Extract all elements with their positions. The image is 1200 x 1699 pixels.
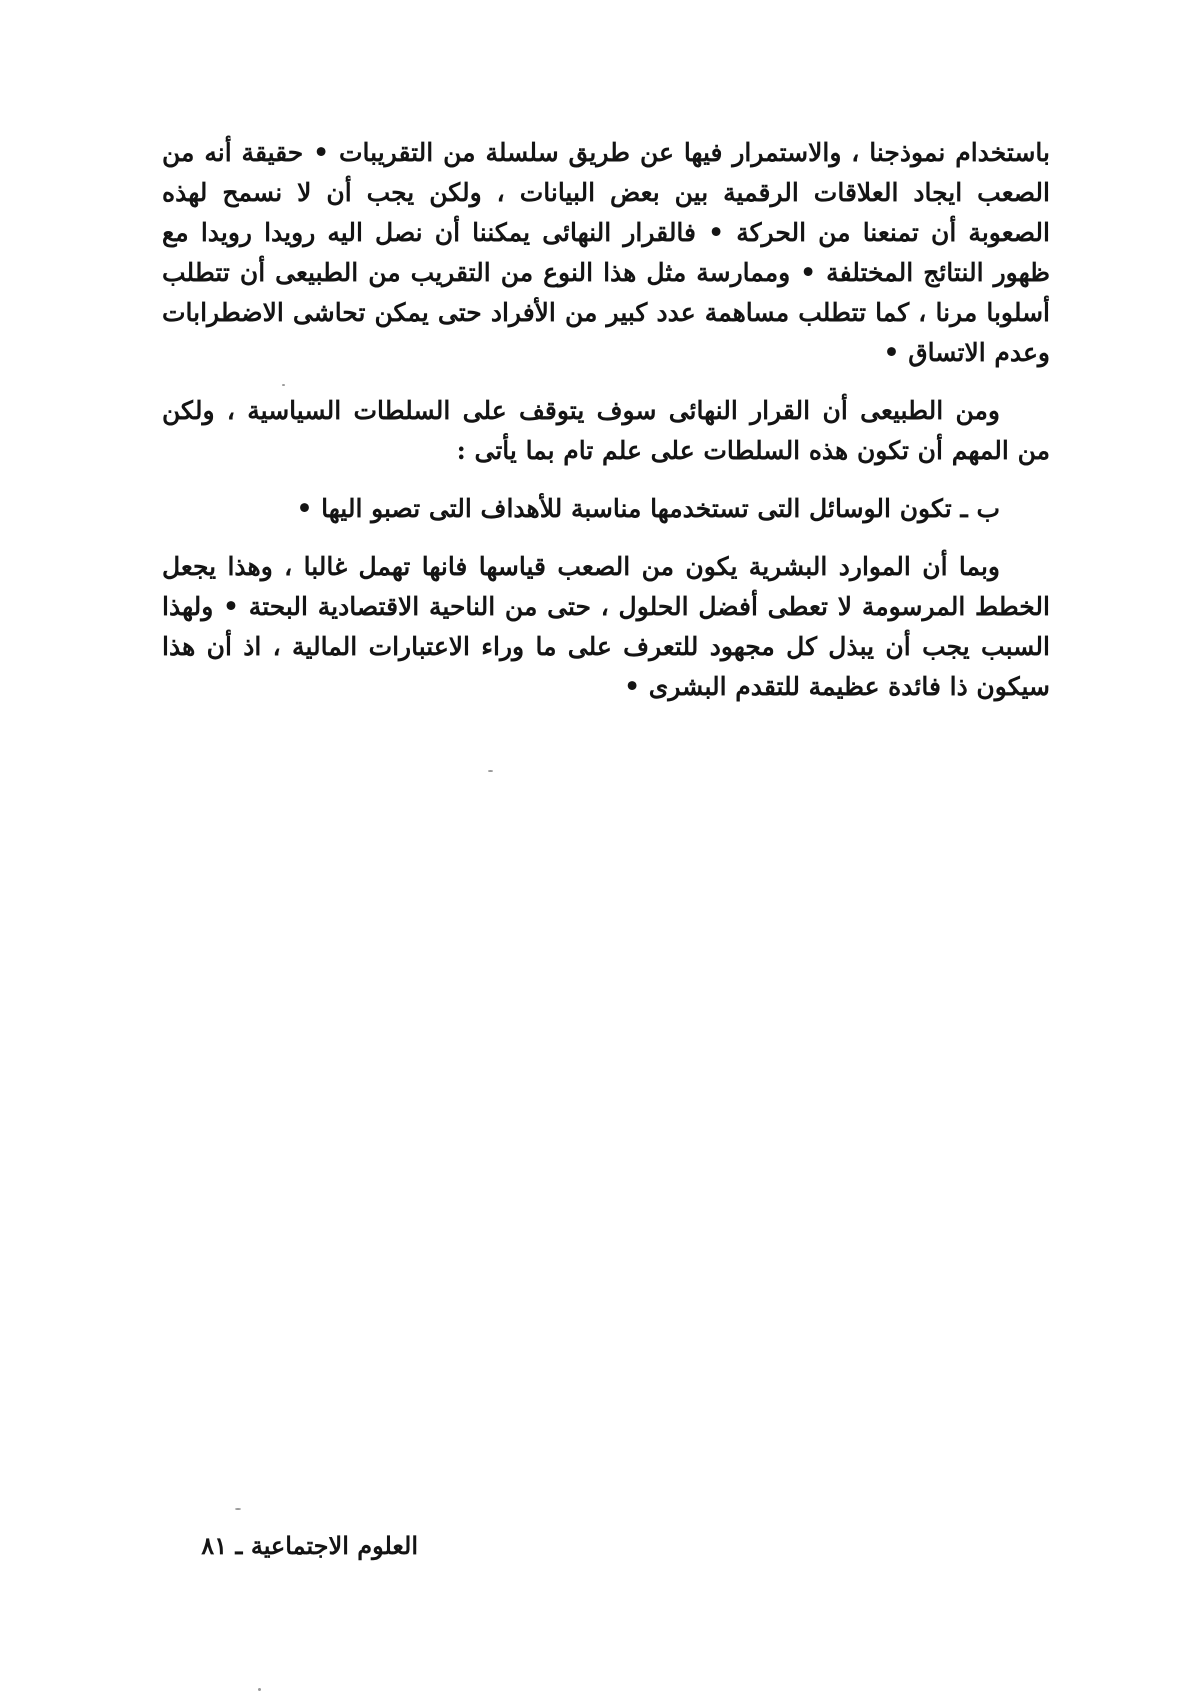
scan-speck bbox=[258, 1688, 261, 1691]
scan-speck bbox=[235, 1508, 241, 1510]
paragraph-3: وبما أن الموارد البشرية يكون من الصعب قياسها فانها تهمل غالبا ، وهذا يجعل الخطط المرسومة لا تعطى أفضل الحلول ، حتى من الناحية الاقتصادية البحتة • ولهذا السبب يجب أن يبذل كل مجهود للتعرف على ما وراء الاعتبارات المالية ، اذ أن هذا سيكون ذا فائدة عظيمة للتقدم البشرى • bbox=[162, 552, 1050, 701]
scan-speck bbox=[282, 384, 285, 386]
list-item-b: ب ـ تكون الوسائل التى تستخدمها مناسبة للأهداف التى تصبو اليها • bbox=[296, 494, 1000, 523]
paragraph-2: ومن الطبيعى أن القرار النهائى سوف يتوقف على السلطات السياسية ، ولكن من المهم أن تكون هذه السلطات على علم تام بما يأتى : bbox=[162, 396, 1050, 465]
scan-speck bbox=[488, 770, 493, 772]
page-footer: العلوم الاجتماعية ـ ٨١ bbox=[201, 1531, 418, 1560]
paragraph-1: باستخدام نموذجنا ، والاستمرار فيها عن طريق سلسلة من التقريبات • حقيقة أنه من الصعب ايجاد العلاقات الرقمية بين بعض البيانات ، ولكن يجب أن لا نسمح لهذه الصعوبة أن تمنعنا من الحركة • فالقرار النهائى يمكننا أن نصل اليه رويدا رويدا مع ظهور النتائج المختلفة • وممارسة مثل هذا النوع من التقريب من الطبيعى أن تتطلب أسلوبا مرنا ، كما تتطلب مساهمة عدد كبير من الأفراد حتى يمكن تحاشى الاضطرابات وعدم الاتساق • bbox=[162, 138, 1050, 367]
body-text bbox=[162, 133, 1050, 707]
